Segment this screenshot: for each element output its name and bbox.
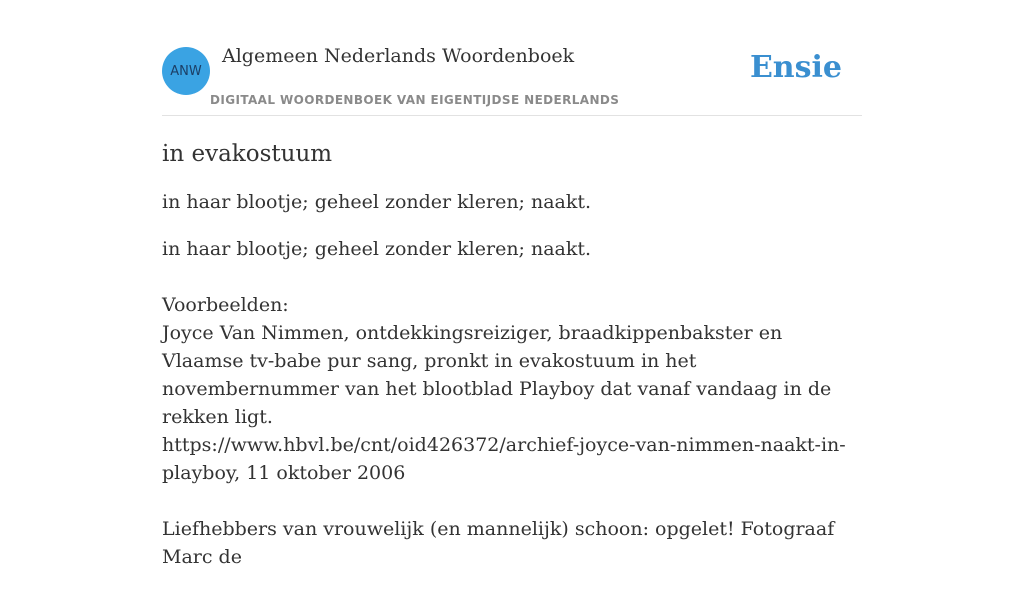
example-text: Joyce Van Nimmen, ontdekkingsreiziger, braadkippenbakster en Vlaamse tv-babe pur sang, pronkt in evakostuum in het novembernummer van het blootblad Playboy dat vanaf vandaag in de rekken ligt. <box>162 322 832 428</box>
entry-short-definition: in haar blootje; geheel zonder kleren; naakt. <box>162 191 592 213</box>
examples-label: Voorbeelden: <box>162 294 289 316</box>
header-divider <box>162 115 862 116</box>
example-text: Liefhebbers van vrouwelijk (en mannelijk) schoon: opgelet! Fotograaf Marc de <box>162 518 835 568</box>
entry-definition: in haar blootje; geheel zonder kleren; naakt. <box>162 238 592 260</box>
example-item <box>162 515 862 571</box>
entry-content <box>162 138 862 599</box>
site-subtitle: DIGITAAL WOORDENBOEK VAN EIGENTIJDSE NEDERLANDS <box>210 93 620 107</box>
ensie-brand-link[interactable]: Ensie <box>749 50 842 85</box>
anw-logo[interactable] <box>162 47 210 95</box>
logo-text: ANW <box>170 63 202 79</box>
site-title[interactable]: Algemeen Nederlands Woordenboek <box>222 45 575 67</box>
example-item <box>162 319 862 487</box>
example-source: https://www.hbvl.be/cnt/oid426372/archief-joyce-van-nimmen-naakt-in-playboy, 11 oktober 2006 <box>162 434 846 484</box>
entry-headword: in evakostuum <box>162 141 333 167</box>
